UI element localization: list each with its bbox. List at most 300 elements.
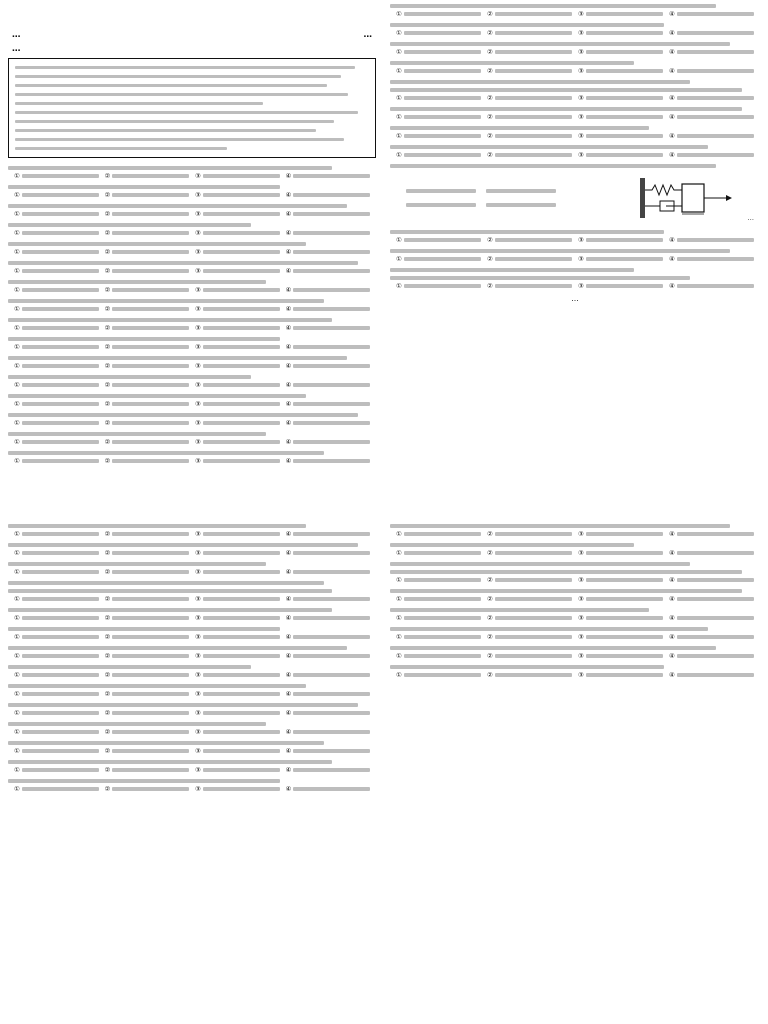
answer-option[interactable] (14, 531, 105, 538)
answer-option[interactable] (14, 634, 105, 641)
answer-option[interactable] (14, 287, 105, 294)
answer-option[interactable] (396, 133, 487, 140)
option-marker: ④ (669, 651, 675, 660)
answer-option[interactable] (14, 401, 105, 408)
answer-option[interactable] (669, 114, 760, 121)
option-marker: ① (396, 131, 402, 140)
answer-option[interactable] (286, 531, 377, 538)
answer-option[interactable] (487, 615, 578, 622)
answer-option[interactable] (286, 382, 377, 389)
answer-option[interactable] (286, 325, 377, 332)
answer-option[interactable] (487, 133, 578, 140)
answer-option[interactable] (105, 192, 196, 199)
answer-option[interactable] (14, 653, 105, 660)
option-marker: ① (14, 548, 20, 557)
answer-option[interactable] (669, 672, 760, 679)
answer-options (390, 48, 760, 56)
option-marker: ③ (578, 235, 584, 244)
answer-option[interactable] (195, 729, 286, 736)
text-placeholder (495, 597, 572, 601)
answer-option[interactable] (578, 653, 669, 660)
answer-option[interactable] (669, 615, 760, 622)
answer-option[interactable] (396, 114, 487, 121)
answer-option[interactable] (105, 306, 196, 313)
answer-options (8, 229, 376, 237)
text-placeholder (404, 50, 481, 54)
text-placeholder (293, 635, 370, 639)
question-block (390, 228, 760, 244)
answer-option[interactable] (195, 344, 286, 351)
option-marker: ② (104, 399, 111, 408)
option-marker: ③ (195, 632, 201, 641)
option-marker: ② (487, 112, 493, 121)
question-stem (8, 335, 376, 343)
answer-option[interactable] (578, 550, 669, 557)
answer-option[interactable] (14, 569, 105, 576)
answer-option[interactable] (396, 596, 487, 603)
text-placeholder (293, 692, 370, 696)
option-marker: ③ (578, 651, 584, 660)
answer-option[interactable] (286, 550, 377, 557)
option-marker: ④ (285, 456, 292, 465)
answer-options (8, 690, 376, 698)
answer-option[interactable] (195, 249, 286, 256)
answer-option[interactable] (105, 596, 196, 603)
answer-option[interactable] (578, 49, 669, 56)
exam-quadrant-bottom-right (386, 518, 764, 1022)
answer-option[interactable] (396, 68, 487, 75)
answer-option[interactable] (195, 691, 286, 698)
answer-option[interactable] (578, 237, 669, 244)
answer-option[interactable] (578, 68, 669, 75)
answer-option[interactable] (105, 458, 196, 465)
answer-option[interactable] (286, 192, 377, 199)
answer-option[interactable] (669, 596, 760, 603)
answer-option[interactable] (14, 710, 105, 717)
answer-option[interactable] (105, 363, 196, 370)
answer-option[interactable] (669, 577, 760, 584)
answer-option[interactable] (396, 283, 487, 290)
answer-option[interactable] (105, 173, 196, 180)
option-marker: ① (14, 689, 20, 698)
answer-option[interactable] (578, 615, 669, 622)
answer-option[interactable] (669, 550, 760, 557)
option-marker: ② (487, 281, 493, 290)
answer-option[interactable] (578, 152, 669, 159)
answer-options (8, 457, 376, 465)
text-placeholder (495, 134, 572, 138)
answer-options (390, 595, 760, 603)
answer-option[interactable] (14, 325, 105, 332)
option-marker: ① (396, 28, 402, 37)
answer-option[interactable] (195, 382, 286, 389)
answer-option[interactable] (195, 748, 286, 755)
answer-option[interactable] (286, 458, 377, 465)
answer-option[interactable] (487, 49, 578, 56)
answer-option[interactable] (105, 672, 196, 679)
question-block (8, 259, 376, 275)
option-marker: ② (487, 28, 493, 37)
answer-option[interactable] (195, 710, 286, 717)
answer-option[interactable] (487, 653, 578, 660)
notice-line (15, 117, 369, 126)
text-placeholder (15, 129, 316, 133)
answer-option[interactable] (396, 152, 487, 159)
answer-option[interactable] (487, 672, 578, 679)
option-marker: ④ (285, 689, 292, 698)
answer-option[interactable] (487, 531, 578, 538)
answer-option[interactable] (195, 192, 286, 199)
answer-option[interactable] (286, 786, 377, 793)
answer-options (8, 652, 376, 660)
answer-option[interactable] (286, 344, 377, 351)
answer-option[interactable] (195, 634, 286, 641)
answer-option[interactable] (669, 49, 760, 56)
text-placeholder (390, 145, 708, 149)
answer-options (8, 286, 376, 294)
answer-option[interactable] (286, 729, 377, 736)
exam-notice-box (8, 58, 376, 158)
answer-option[interactable] (105, 325, 196, 332)
question-block (8, 663, 376, 679)
option-marker: ④ (285, 708, 292, 717)
answer-option[interactable] (14, 615, 105, 622)
answer-option[interactable] (195, 287, 286, 294)
answer-option[interactable] (396, 95, 487, 102)
answer-option[interactable] (578, 672, 669, 679)
answer-option[interactable] (105, 748, 196, 755)
answer-option[interactable] (286, 287, 377, 294)
text-placeholder (586, 50, 663, 54)
answer-options (390, 132, 760, 140)
option-marker: ④ (285, 567, 292, 576)
answer-option[interactable] (105, 230, 196, 237)
answer-options (8, 191, 376, 199)
answer-option[interactable] (14, 173, 105, 180)
answer-option[interactable] (14, 786, 105, 793)
answer-option[interactable] (487, 634, 578, 641)
answer-option[interactable] (286, 306, 377, 313)
question-stem (390, 606, 760, 614)
text-placeholder (404, 96, 481, 100)
option-marker: ④ (669, 613, 675, 622)
answer-options (390, 94, 760, 102)
question-block (8, 522, 376, 538)
answer-option[interactable] (578, 95, 669, 102)
answer-option[interactable] (396, 11, 487, 18)
answer-option[interactable] (286, 615, 377, 622)
answer-option[interactable] (487, 114, 578, 121)
answer-option[interactable] (105, 767, 196, 774)
answer-option[interactable] (487, 11, 578, 18)
question-stem (8, 259, 376, 267)
text-placeholder (203, 307, 280, 311)
option-marker: ④ (669, 548, 675, 557)
text-placeholder (112, 551, 189, 555)
answer-option[interactable] (105, 786, 196, 793)
answer-option[interactable] (195, 596, 286, 603)
answer-option[interactable] (195, 786, 286, 793)
answer-option[interactable] (286, 363, 377, 370)
answer-option[interactable] (487, 256, 578, 263)
question-stem (390, 274, 760, 282)
text-placeholder (203, 288, 280, 292)
text-placeholder (8, 562, 266, 566)
answer-option[interactable] (669, 283, 760, 290)
answer-option[interactable] (578, 133, 669, 140)
option-marker: ③ (195, 594, 201, 603)
answer-option[interactable] (14, 211, 105, 218)
answer-option[interactable] (195, 550, 286, 557)
answer-option[interactable] (14, 550, 105, 557)
answer-option[interactable] (396, 531, 487, 538)
answer-option[interactable] (286, 268, 377, 275)
answer-option[interactable] (195, 420, 286, 427)
answer-option[interactable] (578, 256, 669, 263)
answer-option[interactable] (396, 256, 487, 263)
answer-option[interactable] (195, 458, 286, 465)
option-marker: ③ (195, 171, 201, 180)
answer-option[interactable] (286, 710, 377, 717)
answer-option[interactable] (14, 363, 105, 370)
text-placeholder (8, 589, 332, 593)
answer-options (8, 671, 376, 679)
text-placeholder (293, 307, 370, 311)
answer-option[interactable] (286, 439, 377, 446)
text-placeholder (203, 749, 280, 753)
text-placeholder (406, 189, 476, 193)
answer-option[interactable] (396, 237, 487, 244)
answer-option[interactable] (14, 382, 105, 389)
answer-option[interactable] (195, 653, 286, 660)
answer-option[interactable] (487, 283, 578, 290)
question-block (8, 777, 376, 793)
text-placeholder (586, 238, 663, 242)
answer-option[interactable] (14, 249, 105, 256)
answer-option[interactable] (105, 634, 196, 641)
answer-option[interactable] (669, 30, 760, 37)
text-placeholder (293, 768, 370, 772)
answer-option[interactable] (286, 420, 377, 427)
notice-line (15, 135, 369, 144)
answer-option[interactable] (105, 268, 196, 275)
answer-option[interactable] (396, 577, 487, 584)
answer-option[interactable] (487, 577, 578, 584)
answer-option[interactable] (195, 767, 286, 774)
option-marker: ④ (669, 281, 675, 290)
answer-option[interactable] (195, 401, 286, 408)
option-marker: ③ (195, 209, 201, 218)
option-marker: ③ (578, 93, 584, 102)
answer-option[interactable] (286, 767, 377, 774)
answer-option[interactable] (195, 615, 286, 622)
option-marker: ② (487, 594, 493, 603)
answer-option[interactable] (286, 569, 377, 576)
option-marker: ① (396, 670, 402, 679)
answer-option[interactable] (14, 306, 105, 313)
answer-option[interactable] (487, 237, 578, 244)
option-marker: ① (396, 281, 402, 290)
answer-option[interactable] (487, 596, 578, 603)
text-placeholder (293, 787, 370, 791)
option-marker: ① (14, 594, 20, 603)
answer-option[interactable] (195, 230, 286, 237)
answer-option[interactable] (195, 363, 286, 370)
option-marker: ③ (195, 670, 201, 679)
option-marker: ① (396, 575, 402, 584)
answer-option[interactable] (286, 211, 377, 218)
answer-option[interactable] (286, 596, 377, 603)
answer-option[interactable] (396, 615, 487, 622)
answer-option[interactable] (105, 653, 196, 660)
answer-option[interactable] (14, 344, 105, 351)
answer-option[interactable] (105, 382, 196, 389)
question-block (8, 541, 376, 557)
question-block (8, 644, 376, 660)
answer-option[interactable] (286, 173, 377, 180)
text-placeholder (293, 402, 370, 406)
text-placeholder (404, 153, 481, 157)
answer-option[interactable] (105, 691, 196, 698)
answer-option[interactable] (669, 531, 760, 538)
text-placeholder (22, 364, 99, 368)
text-placeholder (15, 102, 263, 106)
question-block (390, 587, 760, 603)
answer-option[interactable] (14, 729, 105, 736)
answer-option[interactable] (578, 11, 669, 18)
text-placeholder (586, 12, 663, 16)
answer-option[interactable] (105, 439, 196, 446)
text-placeholder (22, 635, 99, 639)
answer-option[interactable] (669, 133, 760, 140)
answer-option[interactable] (105, 729, 196, 736)
answer-option[interactable] (396, 634, 487, 641)
answer-option[interactable] (14, 439, 105, 446)
answer-option[interactable] (105, 401, 196, 408)
answer-option[interactable] (286, 691, 377, 698)
answer-option[interactable] (105, 615, 196, 622)
answer-option[interactable] (14, 268, 105, 275)
option-marker: ④ (285, 670, 292, 679)
text-placeholder (677, 673, 754, 677)
answer-option[interactable] (195, 211, 286, 218)
answer-option[interactable] (105, 420, 196, 427)
answer-option[interactable] (578, 30, 669, 37)
answer-option[interactable] (669, 256, 760, 263)
answer-option[interactable] (195, 268, 286, 275)
answer-option[interactable] (286, 748, 377, 755)
text-placeholder (586, 673, 663, 677)
question-stem (390, 568, 760, 576)
text-placeholder (8, 627, 280, 631)
answer-option[interactable] (396, 550, 487, 557)
answer-option[interactable] (286, 401, 377, 408)
question-stem (390, 247, 760, 255)
text-placeholder (8, 242, 306, 246)
answer-option[interactable] (105, 710, 196, 717)
answer-option[interactable] (105, 550, 196, 557)
text-placeholder (677, 551, 754, 555)
answer-option[interactable] (105, 531, 196, 538)
answer-option[interactable] (669, 152, 760, 159)
answer-option[interactable] (105, 344, 196, 351)
answer-option[interactable] (669, 634, 760, 641)
answer-option[interactable] (14, 748, 105, 755)
option-marker: ③ (578, 112, 584, 121)
answer-option[interactable] (396, 672, 487, 679)
answer-option[interactable] (669, 653, 760, 660)
answer-option[interactable] (487, 152, 578, 159)
answer-option[interactable] (396, 30, 487, 37)
answer-option[interactable] (669, 11, 760, 18)
text-placeholder (677, 31, 754, 35)
answer-option[interactable] (14, 420, 105, 427)
answer-option[interactable] (14, 230, 105, 237)
answer-option[interactable] (195, 569, 286, 576)
answer-option[interactable] (578, 283, 669, 290)
answer-option[interactable] (195, 672, 286, 679)
question-stem (8, 278, 376, 286)
answer-option[interactable] (286, 672, 377, 679)
answer-option[interactable] (578, 596, 669, 603)
option-marker: ③ (195, 399, 201, 408)
question-stem (390, 162, 760, 170)
answer-option[interactable] (14, 192, 105, 199)
answer-option[interactable] (195, 439, 286, 446)
answer-option[interactable] (669, 68, 760, 75)
answer-option[interactable] (487, 95, 578, 102)
answer-option[interactable] (286, 634, 377, 641)
answer-option[interactable] (195, 306, 286, 313)
answer-option[interactable] (487, 68, 578, 75)
answer-option[interactable] (14, 458, 105, 465)
answer-option[interactable] (396, 49, 487, 56)
answer-option[interactable] (105, 569, 196, 576)
answer-option[interactable] (14, 691, 105, 698)
answer-option[interactable] (195, 325, 286, 332)
answer-option[interactable] (14, 767, 105, 774)
answer-option[interactable] (669, 95, 760, 102)
text-placeholder (677, 50, 754, 54)
answer-option[interactable] (286, 230, 377, 237)
answer-option[interactable] (396, 653, 487, 660)
answer-option[interactable] (578, 634, 669, 641)
option-marker: ③ (195, 567, 201, 576)
answer-option[interactable] (487, 550, 578, 557)
answer-option[interactable] (105, 287, 196, 294)
text-placeholder (495, 532, 572, 536)
text-placeholder (112, 440, 189, 444)
answer-option[interactable] (286, 653, 377, 660)
answer-option[interactable] (105, 211, 196, 218)
answer-option[interactable] (195, 531, 286, 538)
answer-option[interactable] (578, 531, 669, 538)
answer-option[interactable] (286, 249, 377, 256)
text-placeholder (22, 597, 99, 601)
answer-option[interactable] (105, 249, 196, 256)
answer-option[interactable] (14, 596, 105, 603)
answer-option[interactable] (669, 237, 760, 244)
answer-option[interactable] (195, 173, 286, 180)
option-marker: ② (487, 93, 493, 102)
answer-option[interactable] (578, 114, 669, 121)
answer-option[interactable] (578, 577, 669, 584)
answer-option[interactable] (487, 30, 578, 37)
option-marker: ③ (195, 285, 201, 294)
answer-option[interactable] (14, 672, 105, 679)
text-placeholder (293, 711, 370, 715)
question-block (8, 183, 376, 199)
